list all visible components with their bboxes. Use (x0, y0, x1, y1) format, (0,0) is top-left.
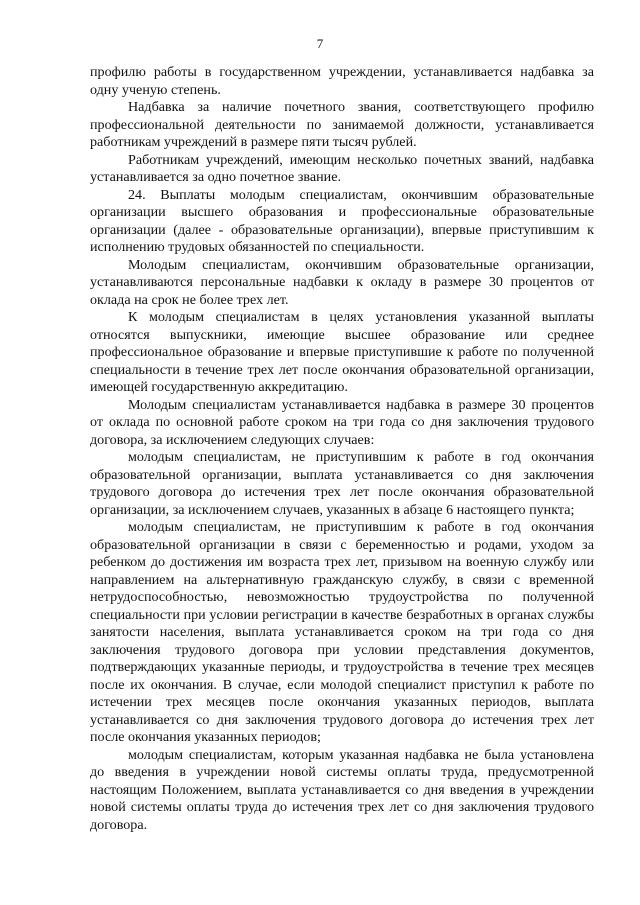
document-body (90, 64, 594, 834)
paragraph-multiple-titles: Работникам учреждений, имеющим несколько почетных званий, надбавка устанавливается за одно почетное звание. (90, 151, 594, 185)
paragraph-exception-2: молодым специалистам, не приступившим к работе в год окончания образовательной организации в связи с беременностью и родами, уходом за ребенком до достижения им возраста трех лет, призывом на военную службу или направлением на альтернативную гражданскую службу, в связи с временной нетрудоспособностью, невозможностью трудоустройства по полученной специальности при условии регистрации в качестве безработных в органах службы занятости населения, выплата устанавливается сроком на три года со дня заключения трудового договора при условии представления документов, подтверждающих указанные периоды, и трудоустройства в течение трех месяцев после их окончания. В случае, если молодой специалист приступил к работе по истечении трех месяцев после окончания указанных периодов, выплата устанавливается со дня заключения трудового договора до истечения трех лет после окончания указанных периодов; (90, 519, 594, 745)
paragraph-honorary-title-allowance: Надбавка за наличие почетного звания, соответствующего профилю профессиональной деятельности по занимаемой должности, устанавливается работникам учреждений в размере пяти тысяч рублей. (90, 99, 594, 150)
paragraph-continuation: профилю работы в государственном учреждении, устанавливается надбавка за одну ученую степень. (90, 64, 594, 98)
paragraph-young-specialists-definition: К молодым специалистам в целях установления указанной выплаты относятся выпускники, имеющие высшее образование или среднее профессиональное образование и впервые приступившие к работе по полученной специальности в течение трех лет после окончания образовательной организации, имеющей государственную аккредитацию. (90, 309, 594, 395)
paragraph-item-24-heading: 24. Выплаты молодым специалистам, окончившим образовательные организации высшего образования и профессиональные образовательные организации (далее - образовательные организации), впервые приступившим к исполнению трудовых обязанностей по специальности. (90, 186, 594, 255)
paragraph-exception-1: молодым специалистам, не приступившим к работе в год окончания образовательной организации, выплата устанавливается со дня заключения трудового договора до истечения трех лет после окончания образовательной организации, за исключением случаев, указанных в абзаце 6 настоящего пункта; (90, 449, 594, 518)
paragraph-exception-3: молодым специалистам, которым указанная надбавка не была установлена до введения в учреждении новой системы оплаты труда, предусмотренной настоящим Положением, выплата устанавливается со дня введения в учреждении новой системы оплаты труда до истечения трех лет со дня заключения трудового договора. (90, 746, 594, 833)
page-number: 7 (316, 36, 324, 51)
paragraph-personal-allowance: Молодым специалистам, окончившим образовательные организации, устанавливаются персональные надбавки к окладу в размере 30 процентов от оклада на срок не более трех лет. (90, 256, 594, 308)
paragraph-allowance-term: Молодым специалистам устанавливается надбавка в размере 30 процентов от оклада по основной работе сроком на три года со дня заключения трудового договора, за исключением следующих случаев: (90, 396, 594, 448)
